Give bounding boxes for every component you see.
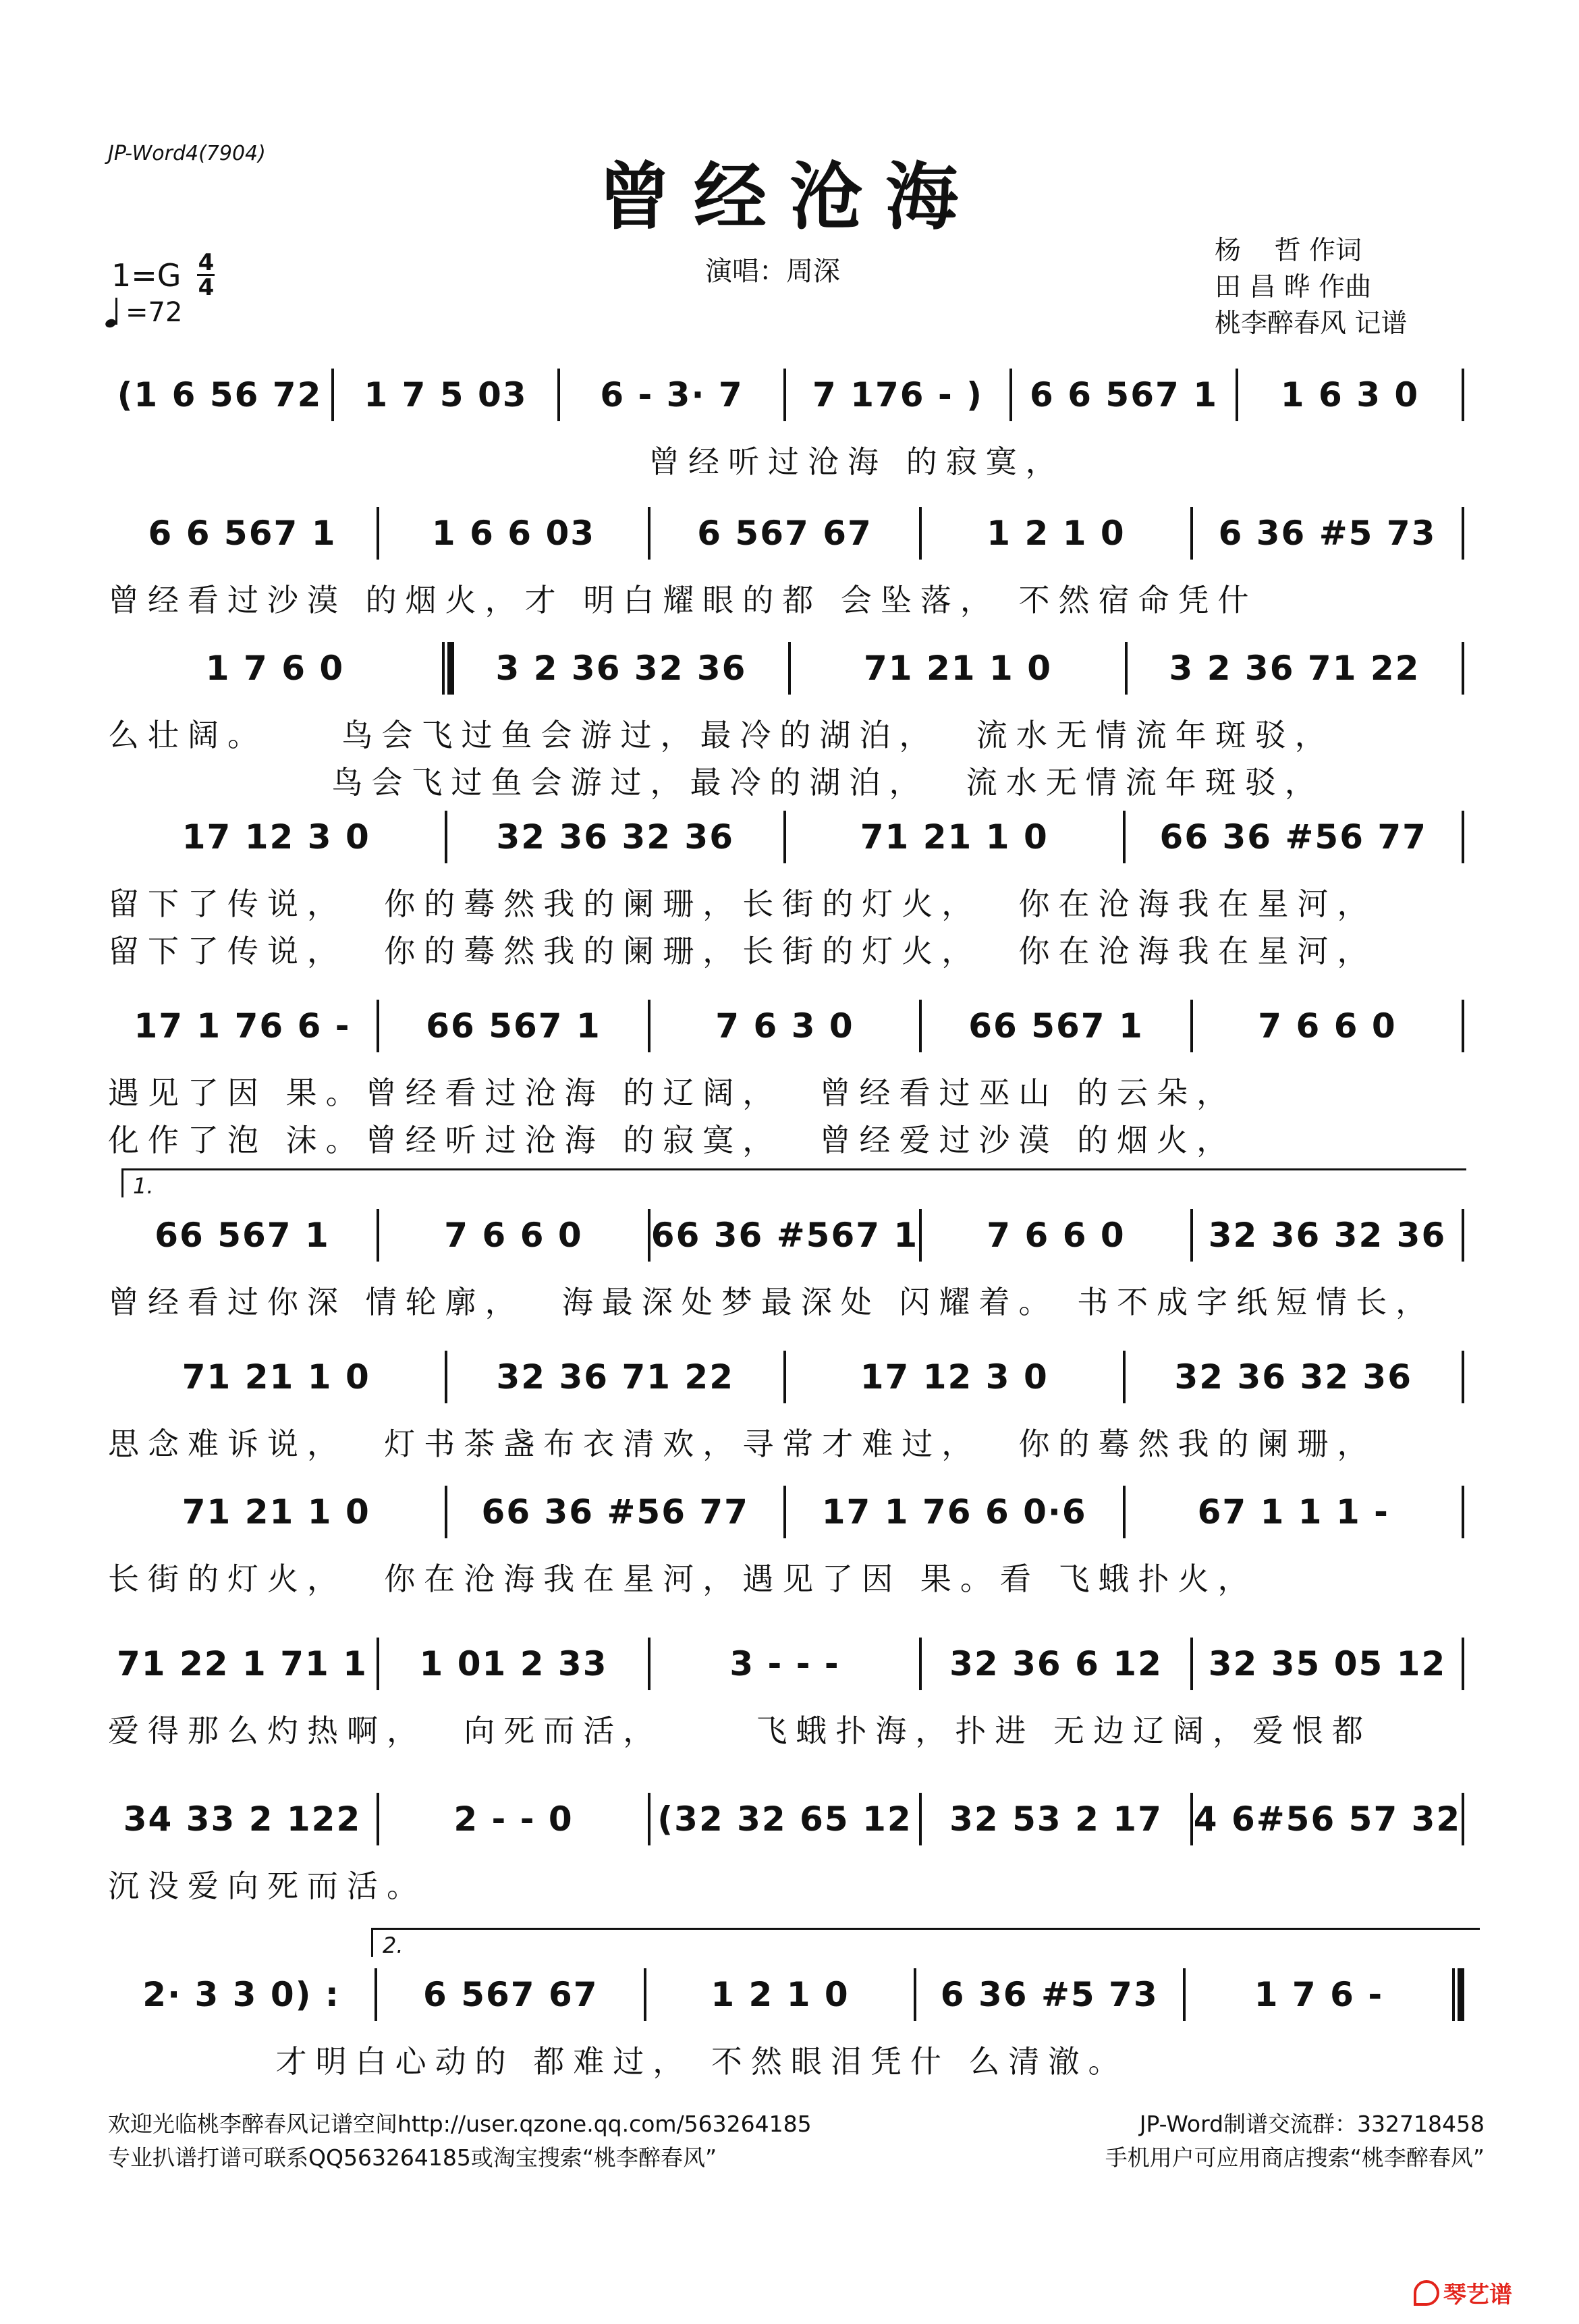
note-row <box>108 496 1464 570</box>
measure: 17 12 3 0 <box>182 817 370 857</box>
measure: 17 12 3 0 <box>860 1357 1049 1397</box>
measure: 3 2 36 32 36 <box>495 649 747 688</box>
note-row <box>108 800 1464 874</box>
lyric-line: 化作了泡 沫。曾经听过沧海 的寂寞， 曾经爱过沙漠 的烟火， <box>108 1122 1237 1158</box>
note-row <box>108 631 1464 705</box>
measure: 2· 3 3 0) : <box>142 1975 340 2014</box>
measure: 66 567 1 <box>426 1006 601 1046</box>
measure: 71 21 1 0 <box>182 1357 370 1397</box>
lyric-line: 长街的灯火， 你在沧海我在星河，遇见了因 果。看 飞蛾扑火， <box>108 1561 1258 1597</box>
measure: 1 2 1 0 <box>711 1975 850 2014</box>
key-signature <box>111 251 215 299</box>
measure: 71 21 1 0 <box>864 649 1052 688</box>
measure: 32 35 05 12 <box>1208 1644 1447 1683</box>
footer-website: 欢迎光临桃李醉春风记谱空间http://user.qzone.qq.com/563264185 <box>108 2111 812 2137</box>
measure: 66 36 #56 77 <box>481 1492 749 1532</box>
measure: 71 21 1 0 <box>860 817 1049 857</box>
key-label: 1=G <box>111 256 182 294</box>
tempo-marking <box>109 297 182 328</box>
logo-mark-icon <box>1414 2280 1439 2306</box>
note-row <box>108 1198 1464 1272</box>
measure: 71 21 1 0 <box>182 1492 370 1532</box>
measure: 32 53 2 17 <box>949 1800 1163 1839</box>
bar-line <box>1452 1968 1464 2021</box>
measure: 32 36 6 12 <box>949 1644 1163 1683</box>
bar-line <box>1462 642 1464 695</box>
measure: 1 6 3 0 <box>1280 375 1420 414</box>
bar-line <box>1462 1486 1464 1538</box>
measure: 6 36 #5 73 <box>1218 514 1437 553</box>
measure: 1 7 6 0 <box>205 649 345 688</box>
time-sig-top: 4 <box>198 249 215 276</box>
software-label: JP-Word4(7904) <box>108 142 266 165</box>
measure: 6 6 567 1 <box>148 514 337 553</box>
note-row <box>108 1340 1464 1414</box>
credit-transcriber: 桃李醉春风 记谱 <box>1215 308 1408 339</box>
measure: 1 7 5 03 <box>364 375 528 414</box>
bar-line <box>1462 1000 1464 1052</box>
measure: 32 36 71 22 <box>496 1357 735 1397</box>
bar-line <box>1462 507 1464 560</box>
lyric-line: 曾经听过沧海 的寂寞， <box>108 443 1065 480</box>
measure: 3 2 36 71 22 <box>1169 649 1420 688</box>
credit-lyricist: 杨 哲 作词 <box>1215 236 1362 266</box>
credit-composer: 田 昌 晔 作曲 <box>1215 272 1372 302</box>
measure: 6 567 67 <box>697 514 872 553</box>
measure: 32 36 32 36 <box>1174 1357 1413 1397</box>
volta-bracket <box>371 1928 1480 1957</box>
volta-bracket <box>121 1168 1466 1197</box>
lyric-line: 沉没爱向死而活。 <box>108 1868 426 1904</box>
measure: 34 33 2 122 <box>123 1800 362 1839</box>
note-row <box>108 1782 1464 1856</box>
bar-line <box>1462 1638 1464 1690</box>
volta-label: 1. <box>133 1173 154 1199</box>
lyric-line: 曾经看过沙漠 的烟火，才 明白耀眼的都 会坠落， 不然宿命凭什 <box>108 582 1258 618</box>
measure: 17 1 76 6 0·6 <box>821 1492 1087 1532</box>
measure: 32 36 32 36 <box>1208 1216 1447 1255</box>
singer-credit: 演唱：周深 <box>705 256 840 287</box>
lyric-line: 曾经看过你深 情轮廓， 海最深处梦最深处 闪耀着。 书不成字纸短情长， <box>108 1284 1436 1320</box>
note-row <box>108 358 1464 432</box>
bar-line <box>442 642 454 695</box>
footer <box>108 2107 1485 2175</box>
footer-contact: 专业扒谱打谱可联系QQ563264185或淘宝搜索“桃李醉春风” <box>108 2144 717 2171</box>
note-row <box>108 989 1464 1063</box>
measure: 6 - 3· 7 <box>600 375 744 414</box>
tempo-value: =72 <box>126 297 183 328</box>
bar-line <box>1462 1209 1464 1262</box>
measure: (32 32 65 12 <box>657 1800 912 1839</box>
measure: (1 6 56 72 <box>117 375 323 414</box>
measure: 66 567 1 <box>155 1216 330 1255</box>
measure: 7 6 6 0 <box>1258 1006 1397 1046</box>
measure: 6 36 #5 73 <box>940 1975 1159 2014</box>
note-row <box>108 1957 1464 2032</box>
volta-label: 2. <box>383 1933 404 1958</box>
footer-app: 手机用户可应用商店搜索“桃李醉春风” <box>1105 2144 1485 2171</box>
time-sig-bottom: 4 <box>198 274 215 301</box>
time-signature <box>197 251 215 299</box>
footer-group: JP-Word制谱交流群：332718458 <box>1139 2111 1485 2137</box>
site-logo <box>1414 2276 1512 2309</box>
lyric-line: 遇见了因 果。曾经看过沧海 的辽阔， 曾经看过巫山 的云朵， <box>108 1075 1237 1111</box>
measure: 1 2 1 0 <box>987 514 1126 553</box>
measure: 1 7 6 - <box>1254 1975 1384 2014</box>
measure: 17 1 76 6 - <box>134 1006 351 1046</box>
bar-line <box>1462 369 1464 421</box>
page-title: 曾经沧海 <box>597 155 981 240</box>
measure: 2 - - 0 <box>453 1800 574 1839</box>
credits <box>1215 233 1407 342</box>
measure: 7 6 6 0 <box>987 1216 1126 1255</box>
lyric-line: 思念难诉说， 灯书茶盏布衣清欢，寻常才难过， 你的蓦然我的阑珊， <box>108 1426 1377 1462</box>
bar-line <box>1462 1793 1464 1845</box>
measure: 4 6#56 57 32 <box>1193 1800 1462 1839</box>
bar-line <box>1462 1351 1464 1403</box>
measure: 1 6 6 03 <box>431 514 596 553</box>
measure: 6 6 567 1 <box>1030 375 1218 414</box>
measure: 7 6 3 0 <box>715 1006 854 1046</box>
lyric-line: 爱得那么灼热啊， 向死而活， 飞蛾扑海，扑进 无边辽阔，爱恨都 <box>108 1712 1372 1749</box>
measure: 32 36 32 36 <box>496 817 735 857</box>
note-row <box>108 1627 1464 1701</box>
measure: 7 6 6 0 <box>444 1216 583 1255</box>
measure: 6 567 67 <box>423 1975 599 2014</box>
quarter-note-icon <box>109 298 119 327</box>
measure: 3 - - - <box>729 1644 840 1683</box>
measure: 66 567 1 <box>968 1006 1144 1046</box>
lyric-line: 留下了传说， 你的蓦然我的阑珊，长街的灯火， 你在沧海我在星河， <box>108 933 1377 969</box>
measure: 7 176 - ) <box>812 375 983 414</box>
lyric-line: 才明白心动的 都难过， 不然眼泪凭什 么清澈。 <box>108 2043 1128 2080</box>
lyric-line: 么壮阔。 鸟会飞过鱼会游过，最冷的湖泊， 流水无情流年斑驳， <box>108 717 1335 753</box>
logo-text: 琴艺谱 <box>1443 2281 1512 2308</box>
measure: 1 01 2 33 <box>419 1644 608 1683</box>
bar-line <box>1462 811 1464 863</box>
lyric-line: 留下了传说， 你的蓦然我的阑珊，长街的灯火， 你在沧海我在星河， <box>108 886 1377 922</box>
note-row <box>108 1475 1464 1549</box>
measure: 66 36 #56 77 <box>1159 817 1427 857</box>
measure: 66 36 #567 1 <box>650 1216 919 1255</box>
measure: 71 22 1 71 1 <box>117 1644 368 1683</box>
lyric-line: 鸟会飞过鱼会游过，最冷的湖泊， 流水无情流年斑驳， <box>108 764 1325 801</box>
measure: 67 1 1 1 - <box>1197 1492 1389 1532</box>
